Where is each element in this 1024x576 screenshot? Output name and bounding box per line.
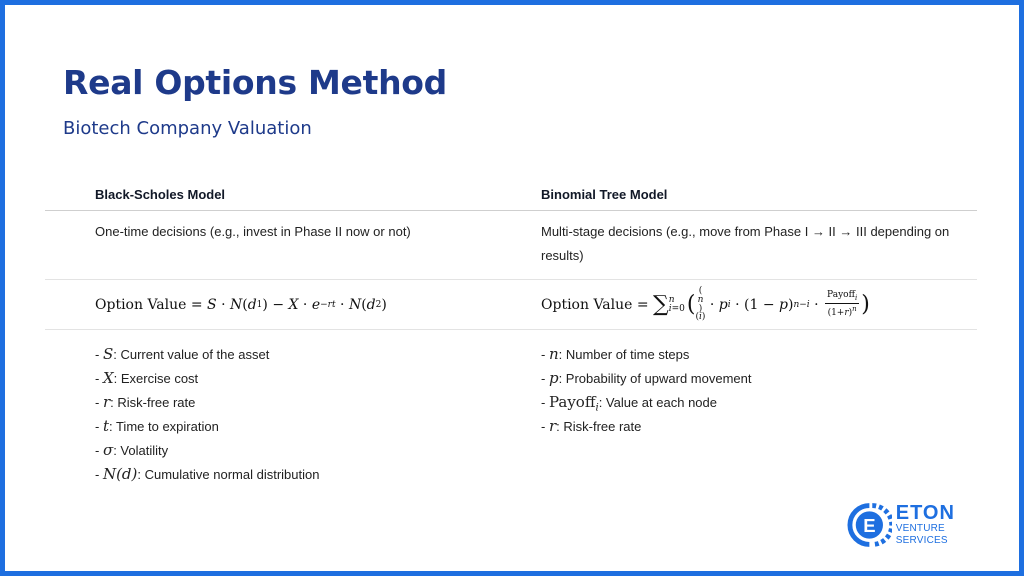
table-row-formula xyxy=(45,280,977,330)
binomial-formula: Option Value = ∑ n i=0 ( ( n ) (i) · p i · (1 − p ) n−i · $\frac{Payoff_i}{(1+r)^n}$ ) xyxy=(541,286,870,322)
black-scholes-description: One-time decisions (e.g., invest in Phase II now or not) xyxy=(95,224,411,239)
comparison-table xyxy=(45,175,977,486)
page-title: Real Options Method xyxy=(63,63,447,102)
list-item: - σ: Volatility xyxy=(95,441,169,459)
list-item: - N(d): Cumulative normal distribution xyxy=(95,465,320,483)
binomial-description: Multi-stage decisions (e.g., move from Phase I → II → III depending on results) xyxy=(541,224,950,263)
list-item: - Payoff$_i$: Value at each node xyxy=(541,393,717,414)
list-item: - r: Risk-free rate xyxy=(541,417,642,435)
eton-logo xyxy=(847,501,997,549)
list-item: - X: Exercise cost xyxy=(95,369,199,387)
formula-label-right: Option Value xyxy=(541,296,633,313)
binomial-variables xyxy=(491,330,977,486)
table-row-description xyxy=(45,211,977,280)
black-scholes-variables xyxy=(45,330,491,486)
black-scholes-formula: Option Value = S · N ( d 1 ) − X · e −rt · N ( d 2 ) xyxy=(95,296,387,313)
logo-letter: E xyxy=(863,514,876,536)
list-item: - S: Current value of the asset xyxy=(95,345,270,363)
page-subtitle: Biotech Company Valuation xyxy=(63,118,312,139)
list-item: - r: Risk-free rate xyxy=(95,393,196,411)
list-item: - p: Probability of upward movement xyxy=(541,369,752,387)
list-item: - t: Time to expiration xyxy=(95,417,219,435)
column-header-black-scholes: Black-Scholes Model xyxy=(95,187,226,202)
column-header-binomial: Binomial Tree Model xyxy=(541,187,668,202)
table-row-variables xyxy=(45,330,977,486)
list-item: - n: Number of time steps xyxy=(541,345,690,363)
logo-tagline: VENTURE SERVICES xyxy=(895,523,948,546)
formula-label-left: Option Value xyxy=(95,296,187,313)
logo-name: ETON xyxy=(895,502,955,524)
eton-logo-icon xyxy=(847,502,892,548)
table-header-row xyxy=(45,175,977,211)
